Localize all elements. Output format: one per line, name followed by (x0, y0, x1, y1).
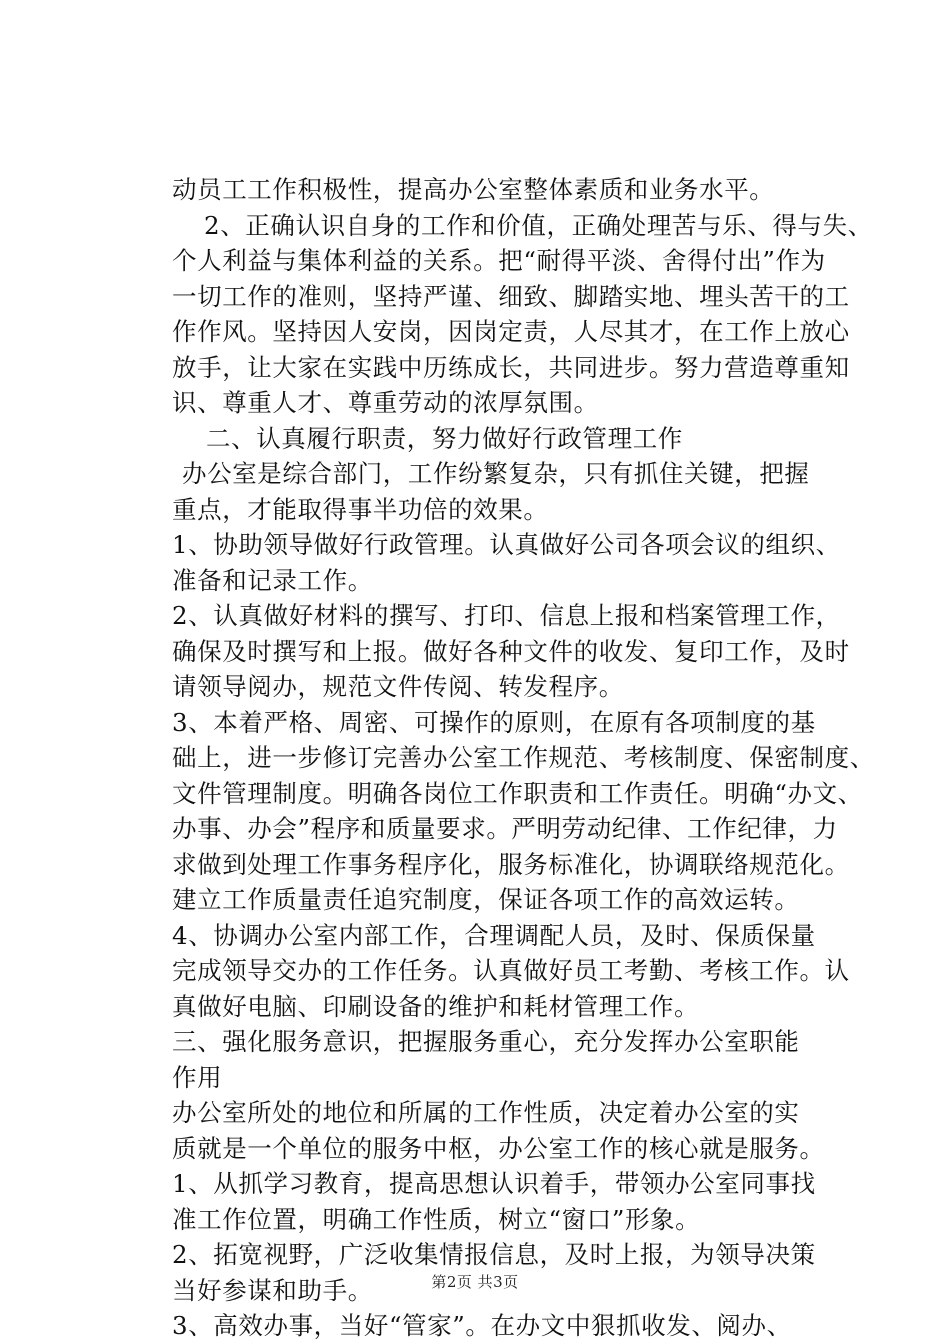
text-line-17: 础上，进一步修订完善办公室工作规范、考核制度、保密制度、 (172, 743, 875, 772)
section-heading-2: 二、认真履行职责，努力做好行政管理工作 (206, 423, 683, 453)
text-line-4: 一切工作的准则，坚持严谨、细致、脚踏实地、埋头苦干的工 (172, 281, 850, 311)
text-line-2: 2、正确认识自身的工作和价值，正确处理苦与乐、得与失、 (204, 210, 873, 240)
text-line-9: 办公室是综合部门，工作纷繁复杂，只有抓住关键，把握 (182, 459, 810, 488)
text-line-3: 个人利益与集体利益的关系。把“耐得平淡、舍得付出”作为 (172, 246, 826, 275)
text-line-22: 4、协调办公室内部工作，合理调配人员，及时、保质保量 (172, 920, 816, 950)
text-line-1: 动员工工作积极性，提高办公室整体素质和业务水平。 (172, 175, 775, 204)
text-line-32: 当好参谋和助手。 (172, 1275, 373, 1305)
text-line-33: 3、高效办事，当好“管家”。在办文中狠抓收发、阅办、 (172, 1311, 792, 1340)
text-line-21: 建立工作质量责任追究制度，保证各项工作的高效运转。 (172, 885, 800, 914)
text-line-23: 完成领导交办的工作任务。认真做好员工考勤、考核工作。认 (172, 956, 850, 985)
text-line-15: 请领导阅办，规范文件传阅、转发程序。 (172, 672, 624, 701)
text-line-27: 办公室所处的地位和所属的工作性质，决定着办公室的实 (172, 1098, 800, 1127)
text-line-18: 文件管理制度。明确各岗位工作职责和工作责任。明确“办文、 (172, 778, 863, 808)
text-line-7: 识、尊重人才、尊重劳动的浓厚氛围。 (172, 388, 599, 417)
text-line-20: 求做到处理工作事务程序化，服务标准化，协调联络规范化。 (172, 849, 850, 879)
text-line-16: 3、本着严格、周密、可操作的原则，在原有各项制度的基 (172, 707, 816, 737)
text-line-11: 1、协助领导做好行政管理。认真做好公司各项会议的组织、 (172, 530, 841, 559)
text-line-6: 放手，让大家在实践中历练成长，共同进步。努力营造尊重知 (172, 352, 850, 382)
text-line-12: 准备和记录工作。 (172, 565, 373, 595)
text-line-30: 准工作位置，明确工作性质，树立“窗口”形象。 (172, 1204, 701, 1234)
text-line-31: 2、拓宽视野，广泛收集情报信息，及时上报，为领导决策 (172, 1240, 816, 1269)
page-number-label: 第2页 共3页 (431, 1273, 519, 1291)
document-body (172, 172, 875, 1344)
text-line-14: 确保及时撰写和上报。做好各种文件的收发、复印工作，及时 (172, 636, 850, 666)
section-heading-3: 三、强化服务意识，把握服务重心，充分发挥办公室职能 (172, 1027, 800, 1056)
text-line-10: 重点，才能取得事半功倍的效果。 (172, 494, 549, 524)
text-line-24: 真做好电脑、印刷设备的维护和耗材管理工作。 (172, 991, 700, 1021)
text-line-5: 作作风。坚持因人安岗，因岗定责，人尽其才，在工作上放心 (172, 317, 850, 346)
text-line-13: 2、认真做好材料的撰写、打印、信息上报和档案管理工作， (172, 601, 841, 630)
text-line-29: 1、从抓学习教育，提高思想认识着手，带领办公室同事找 (172, 1169, 816, 1198)
page-footer (0, 1271, 950, 1292)
text-line-28: 质就是一个单位的服务中枢，办公室工作的核心就是服务。 (172, 1133, 825, 1163)
text-line-19: 办事、办会”程序和质量要求。严明劳动纪律、工作纪律，力 (172, 814, 838, 843)
text-line-26: 作用 (172, 1062, 223, 1092)
